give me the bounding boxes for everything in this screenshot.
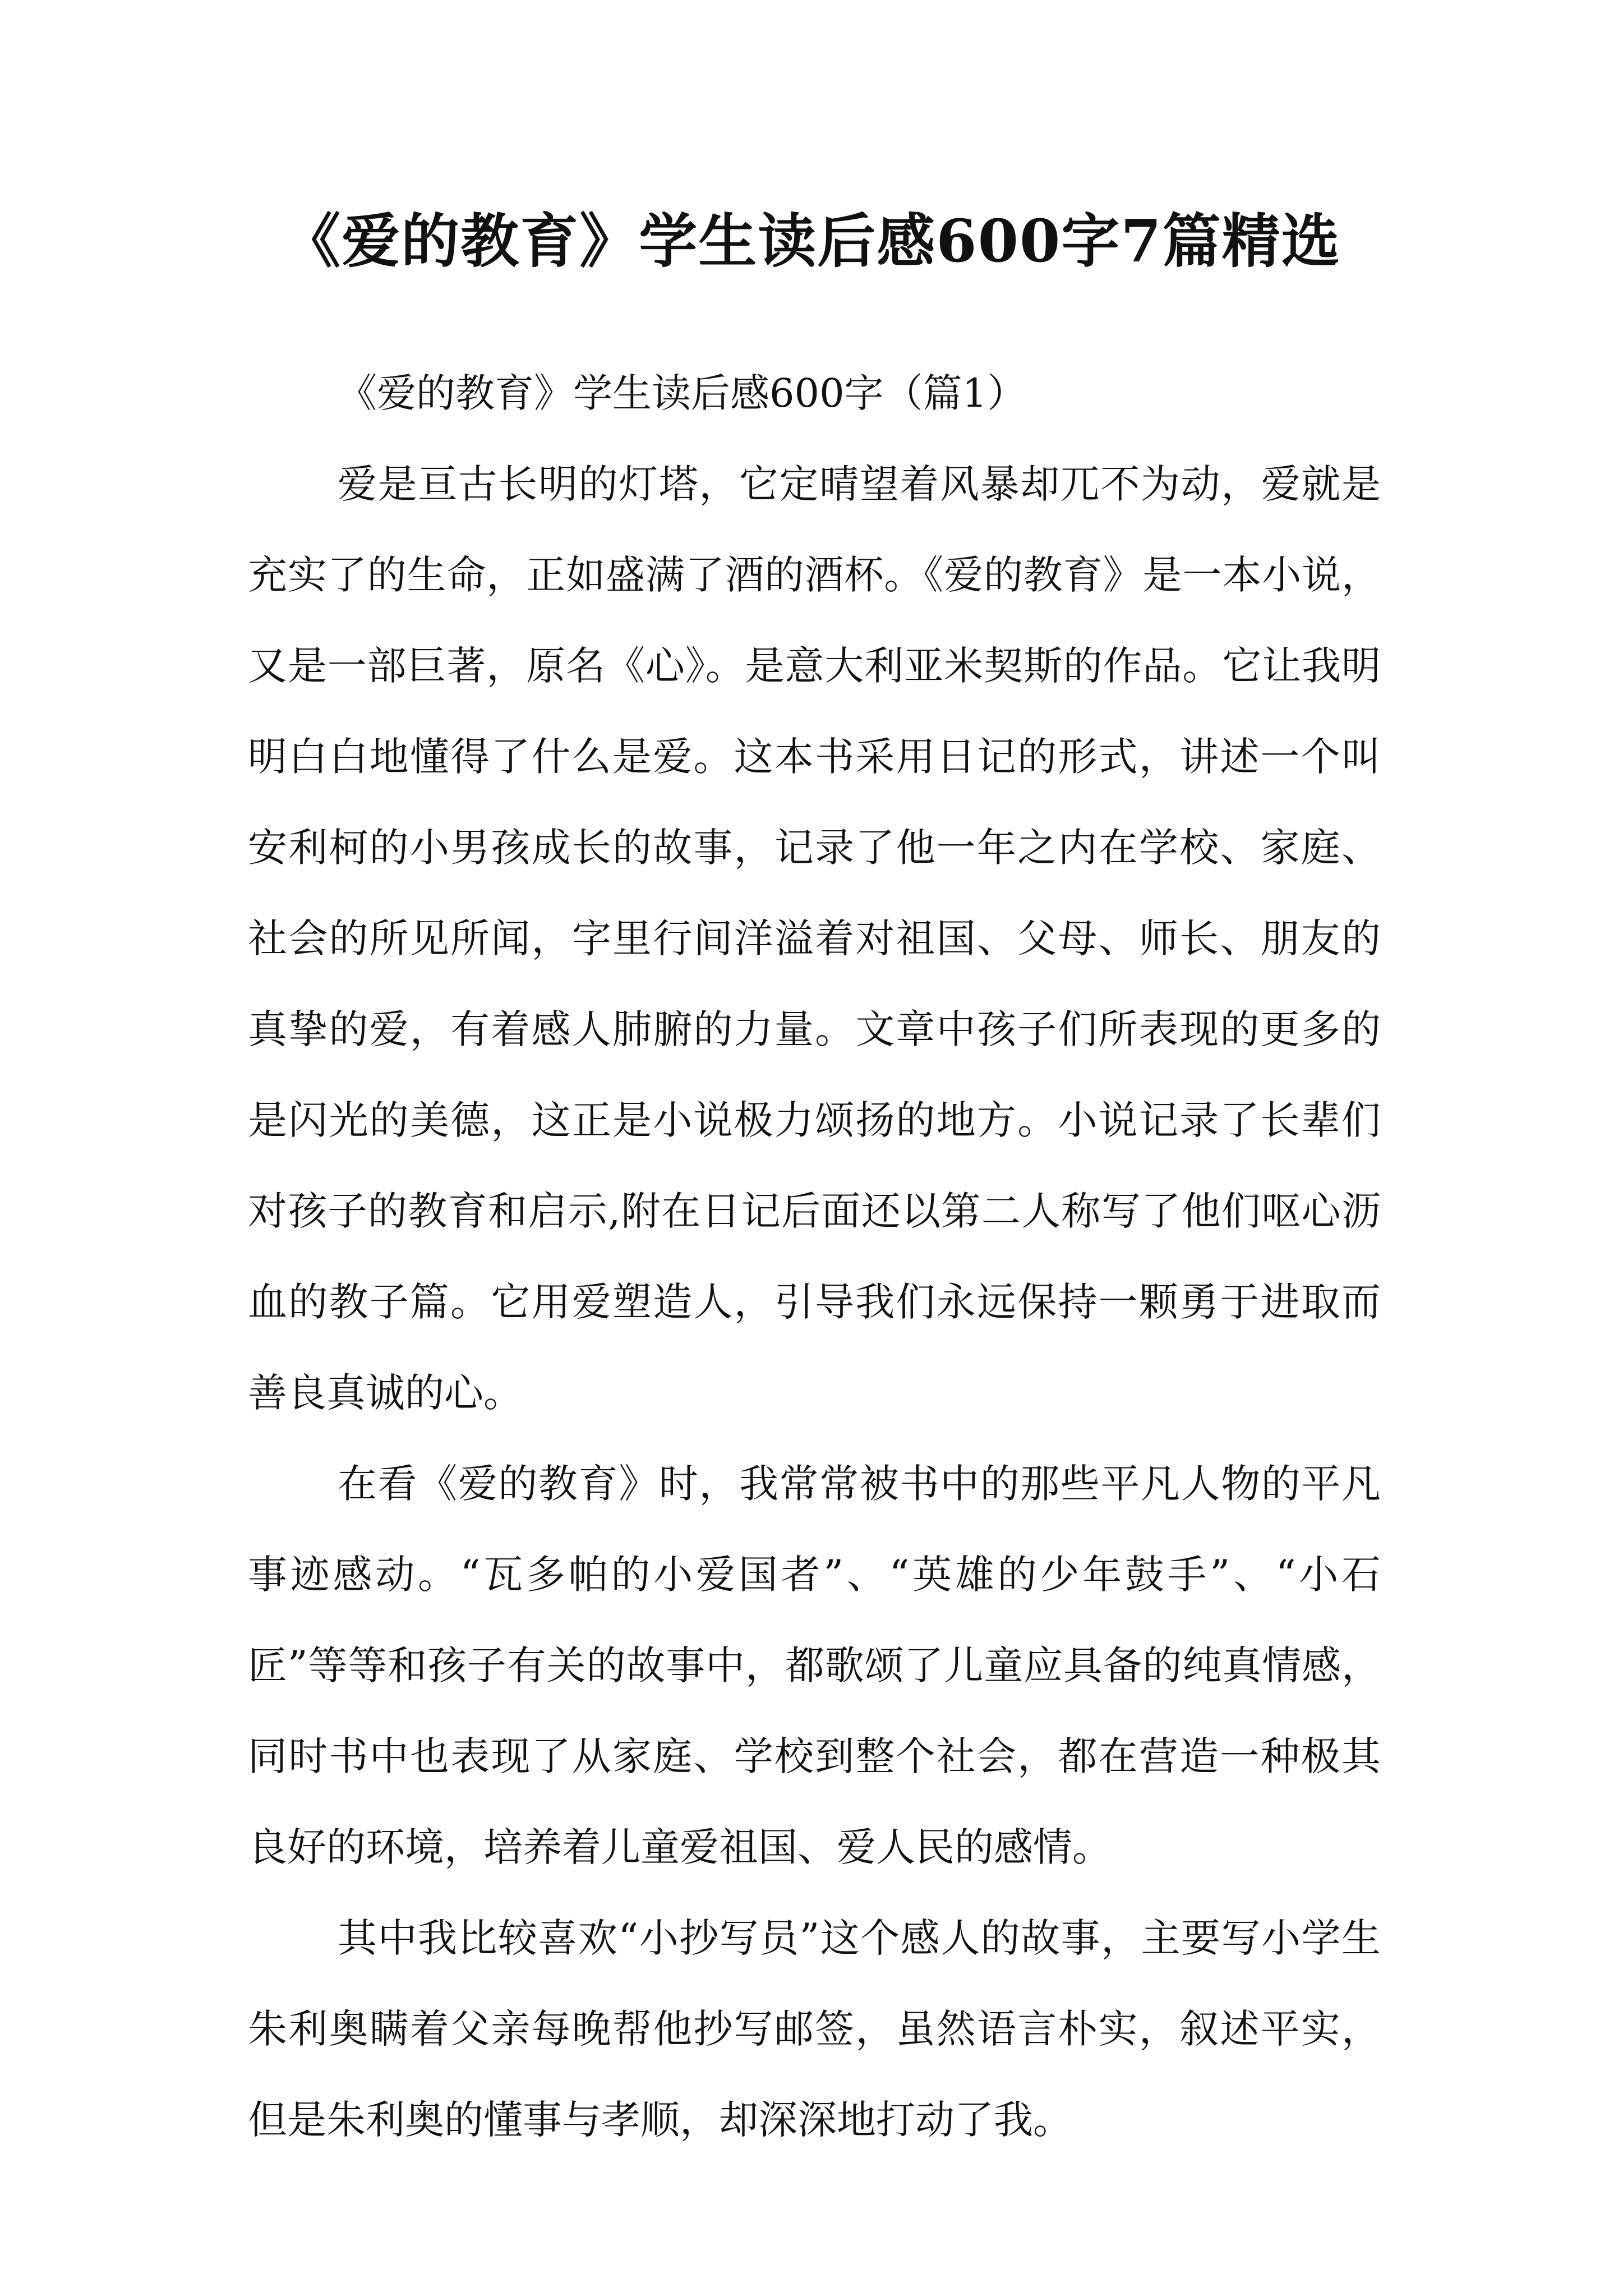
section-heading: 《爱的教育》学生读后感600字（篇1）	[338, 370, 1027, 416]
document-title: 《爱的教育》学生读后感600字7篇精选	[282, 206, 1341, 275]
document-body	[248, 348, 1381, 2165]
paragraph-1: 爱是亘古长明的灯塔，它定晴望着风暴却兀不为动，爱就是充实了的生命，正如盛满了酒的酒杯。《爱的教育》是一本小说，又是一部巨著，原名《心》。是意大利亚米契斯的作品。它让我明明白白地懂得了什么是爱。这本书采用日记的形式，讲述一个叫安利柯的小男孩成长的故事，记录了他一年之内在学校、家庭、社会的所见所闻，字里行间洋溢着对祖国、父母、师长、朋友的真挚的爱，有着感人肺腑的力量。文章中孩子们所表现的更多的是闪光的美德，这正是小说极力颂扬的地方。小说记录了长辈们对孩子的教育和启示,附在日记后面还以第二人称写了他们呕心沥血的教子篇。它用爱塑造人，引导我们永远保持一颗勇于进取而善良真诚的心。	[248, 461, 1381, 1416]
paragraph-3: 其中我比较喜欢“小抄写员”这个感人的故事，主要写小学生朱利奥瞒着父亲每晚帮他抄写邮签，虽然语言朴实，叙述平实，但是朱利奥的懂事与孝顺，却深深地打动了我。	[248, 1915, 1381, 2143]
paragraph-2: 在看《爱的教育》时，我常常被书中的那些平凡人物的平凡事迹感动。“瓦多帕的小爱国者”、“英雄的少年鼓手”、“小石匠”等等和孩子有关的故事中，都歌颂了儿童应具备的纯真情感，同时书中也表现了从家庭、学校到整个社会，都在营造一种极其良好的环境，培养着儿童爱祖国、爱人民的感情。	[248, 1461, 1381, 1870]
